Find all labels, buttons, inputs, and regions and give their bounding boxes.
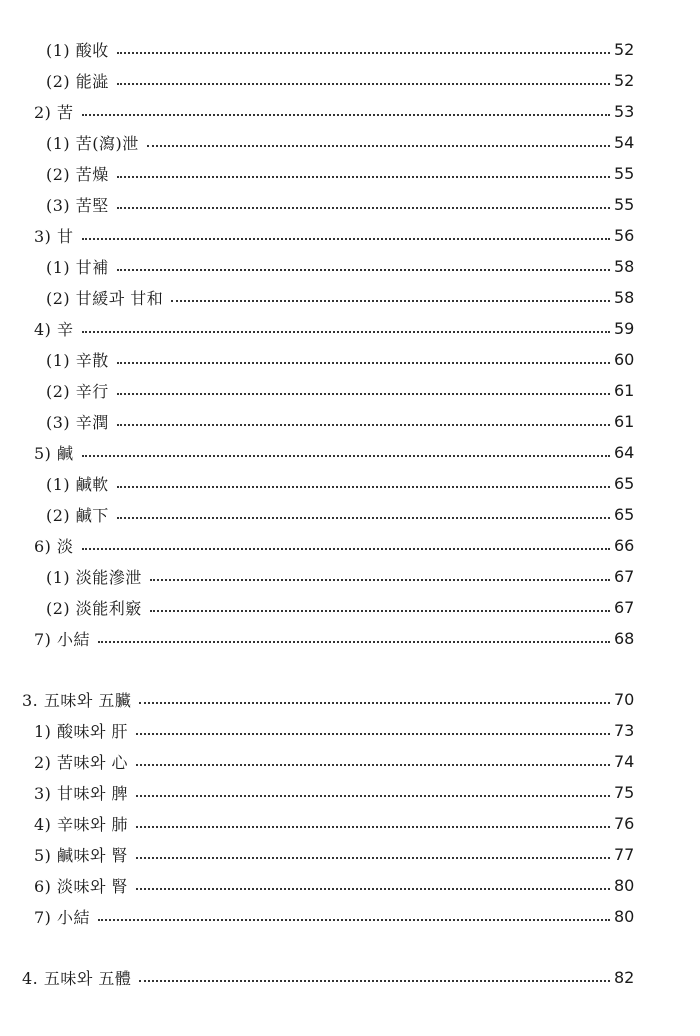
toc-entry [0,160,700,186]
toc-entry [0,563,700,589]
toc-entry [0,903,700,929]
toc-entry-page-number: 55 [614,194,635,214]
toc-entry [0,532,700,558]
toc-entry-page-number: 77 [614,844,635,864]
dot-leader [117,83,610,85]
toc-entry [0,625,700,651]
toc-entry [0,98,700,124]
toc-entry-page-number: 61 [614,380,635,400]
toc-entry-page-number: 58 [614,256,635,276]
toc-entry [0,748,700,774]
toc-entry-label: (2) 苦燥 [46,162,113,185]
toc-entry-label: (2) 能澁 [46,69,113,92]
dot-leader [117,393,610,395]
toc-entry-page-number: 70 [614,689,635,709]
dot-leader [136,857,610,859]
toc-entry-label: (1) 甘補 [46,255,113,278]
toc-entry-page-number: 54 [614,132,635,152]
dot-leader [147,145,610,147]
toc-entry-page-number: 61 [614,411,635,431]
toc-entry-label: 4) 辛 [34,317,78,340]
toc-entry-label: (1) 苦(瀉)泄 [46,131,143,154]
dot-leader [117,486,610,488]
toc-entry-label: 5) 鹹味와 腎 [34,843,132,866]
toc-entry [0,779,700,805]
dot-leader [117,176,610,178]
toc-entry-label: (1) 淡能滲泄 [46,565,146,588]
toc-entry-label: (2) 鹹下 [46,503,113,526]
dot-leader [117,424,610,426]
dot-leader [171,300,610,302]
dot-leader [136,795,610,797]
toc-entry-label: 6) 淡味와 腎 [34,874,132,897]
toc-entry-page-number: 80 [614,906,635,926]
toc-entry [0,439,700,465]
toc-entry-label: 4) 辛味와 肺 [34,812,132,835]
dot-leader [98,641,610,643]
toc-entry-label: 4. 五味와 五體 [22,966,135,989]
toc-entry [0,717,700,743]
toc-entry-page-number: 68 [614,628,635,648]
dot-leader [82,114,610,116]
toc-entry-page-number: 53 [614,101,635,121]
toc-entry-label: 7) 小結 [34,627,94,650]
dot-leader [117,52,610,54]
dot-leader [139,980,610,982]
toc-entry-label: 6) 淡 [34,534,78,557]
toc-entry-page-number: 76 [614,813,635,833]
toc-entry-page-number: 67 [614,597,635,617]
toc-entry-label: (1) 酸收 [46,38,113,61]
dot-leader [150,579,610,581]
toc-entry [0,253,700,279]
toc-entry [0,67,700,93]
toc-entry-label: (1) 辛散 [46,348,113,371]
toc-entry-label: (1) 鹹軟 [46,472,113,495]
toc-entry [0,222,700,248]
toc-entry-page-number: 80 [614,875,635,895]
toc-entry [0,377,700,403]
toc-entry [0,841,700,867]
dot-leader [82,455,610,457]
toc-entry-page-number: 73 [614,720,635,740]
toc-entry-page-number: 67 [614,566,635,586]
toc-entry [0,594,700,620]
toc-entry-page-number: 55 [614,163,635,183]
dot-leader [136,826,610,828]
dot-leader [98,919,610,921]
toc-entry-label: (2) 甘緩과 甘和 [46,286,167,309]
toc-entry-page-number: 66 [614,535,635,555]
dot-leader [117,269,610,271]
toc-entry [0,129,700,155]
toc-entry-label: 2) 苦味와 心 [34,750,132,773]
toc-entry-label: (3) 苦堅 [46,193,113,216]
toc-entry [0,872,700,898]
toc-entry-page-number: 65 [614,473,635,493]
toc-entry [0,501,700,527]
toc-entry-page-number: 65 [614,504,635,524]
toc-entry-label: 1) 酸味와 肝 [34,719,132,742]
toc-entry [0,408,700,434]
toc-entry-label: (3) 辛潤 [46,410,113,433]
toc-entry [0,470,700,496]
toc-entry [0,810,700,836]
toc-entry-page-number: 58 [614,287,635,307]
toc-entry-page-number: 56 [614,225,635,245]
dot-leader [136,888,610,890]
toc-entry [0,315,700,341]
dot-leader [82,548,610,550]
toc-entry [0,686,700,712]
toc-entry-label: (2) 淡能利竅 [46,596,146,619]
dot-leader [82,331,610,333]
toc-entry [0,36,700,62]
toc-entry-label: 3) 甘味와 脾 [34,781,132,804]
toc-entry-page-number: 74 [614,751,635,771]
dot-leader [136,764,610,766]
toc-entry-page-number: 75 [614,782,635,802]
toc-entry-label: 3. 五味와 五臟 [22,688,135,711]
toc-entry-label: 3) 甘 [34,224,78,247]
dot-leader [82,238,610,240]
toc-entry-page-number: 82 [614,967,635,987]
toc-entry [0,964,700,990]
dot-leader [136,733,610,735]
toc-entry-label: (2) 辛行 [46,379,113,402]
dot-leader [139,702,610,704]
toc-entry [0,191,700,217]
toc-entry-label: 5) 鹹 [34,441,78,464]
dot-leader [117,207,610,209]
toc-entry-page-number: 60 [614,349,635,369]
toc-entry-page-number: 59 [614,318,635,338]
toc-entry-page-number: 52 [614,39,635,59]
dot-leader [150,610,610,612]
toc-entry-label: 2) 苦 [34,100,78,123]
toc-entry-page-number: 64 [614,442,635,462]
toc-entry-page-number: 52 [614,70,635,90]
toc-entry-label: 7) 小結 [34,905,94,928]
toc-entry [0,346,700,372]
toc-entry [0,284,700,310]
dot-leader [117,362,610,364]
dot-leader [117,517,610,519]
